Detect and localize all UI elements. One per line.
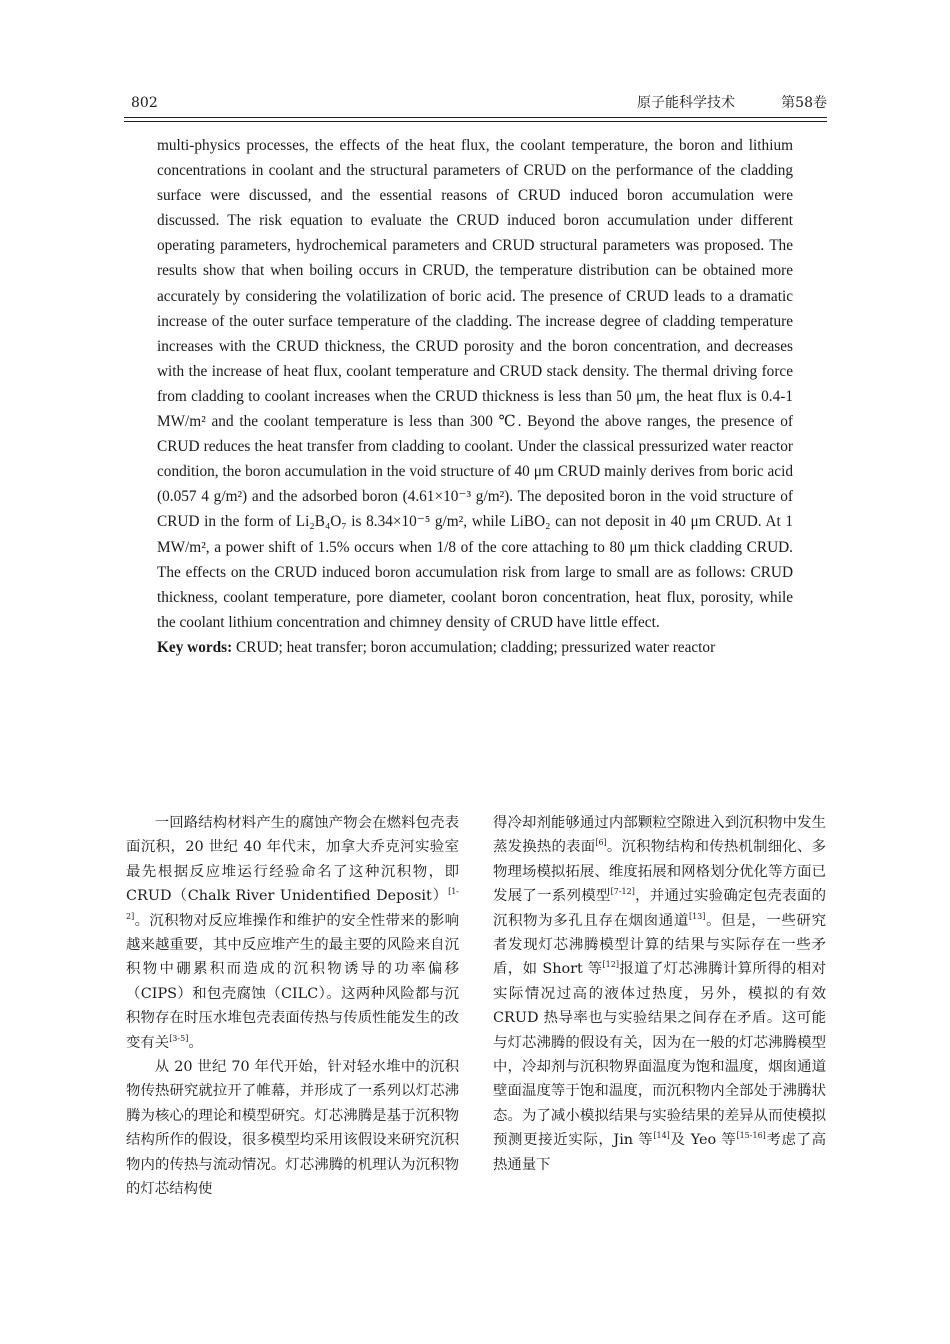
paragraph xyxy=(126,811,459,1055)
body-column-left xyxy=(126,811,459,1202)
header-rule-thick xyxy=(124,117,827,118)
paragraph: 从 20 世纪 70 年代开始，针对轻水堆中的沉积物传热研究就拉开了帷幕，并形成了一系列以灯芯沸腾为核心的理论和模型研究。灯芯沸腾是基于沉积物结构所作的假设，很多模型均采用该假设来研究沉积物内的传热与流动情况。灯芯沸腾的机理认为沉积物的灯芯结构使 xyxy=(126,1059,459,1198)
paragraph-text: 一回路结构材料产生的腐蚀产物会在燃料包壳表面沉积，20 世纪 40 年代末，加拿大乔克河实验室最先根据反应堆运行经验命名了这种沉积物，即 CRUD（Chalk River Unidentified Deposit） xyxy=(126,815,459,905)
page-number: 802 xyxy=(131,95,158,111)
citation[interactable]: [12] xyxy=(602,960,619,970)
keywords-text: CRUD; heat transfer; boron accumulation; cladding; pressurized water reactor xyxy=(236,638,716,656)
paragraph-text: 。沉积物对反应堆操作和维护的安全性带来的影响越来越重要，其中反应堆产生的最主要的风险来自沉积物中硼累积而造成的沉积物诱导的功率偏移（CIPS）和包壳腐蚀（CILC）。这两种风险都与沉积物存在时压水堆包壳表面传热与传质性能发生的改变有关 xyxy=(126,912,459,1051)
citation[interactable]: [14] xyxy=(653,1131,670,1141)
paragraph-text: ，并通过实验确定包壳表面的沉积物为多孔且存在烟囱通道 xyxy=(493,888,826,929)
keywords xyxy=(157,635,793,660)
paragraph-text: 。 xyxy=(188,1034,203,1051)
abstract-body: multi-physics processes, the effects of the heat flux, the coolant temperature, the boron and lithium concentrations in coolant and the structural parameters of CRUD on the performance of the cladding surface were discussed, and the essential reasons of CRUD induced boron accumulation were discussed. The risk equation to evaluate the CRUD induced boron accumulation under different operating parameters, hydrochemical parameters and CRUD structural parameters was proposed. The results show that when boiling occurs in CRUD, the temperature distribution can be obtained more accurately by considering the volatilization of boric acid. The presence of CRUD leads to a dramatic increase of the outer surface temperature of the cladding. The increase degree of cladding temperature increases with the CRUD thickness, the CRUD porosity and the boron concentration, and decreases with the increase of heat flux, coolant temperature and CRUD stack density. The thermal driving force from cladding to coolant increases when the CRUD thickness is less than 50 μm, the heat flux is 0.4-1 MW/m² and the coolant temperature is less than 300 ℃. Beyond the above ranges, the presence of CRUD reduces the heat transfer from cladding to coolant. Under the classical pressurized water reactor condition, the boron accumulation in the void structure of 40 μm CRUD mainly derives from boric acid (0.057 4 g/m²) and the adsorbed boron (4.61×10⁻³ g/m²). The deposited boron in the void structure of CRUD in the form of Li₂B₄O₇ is 8.34×10⁻⁵ g/m², while LiBO₂ can not deposit in 40 μm CRUD. At 1 MW/m², a power shift of 1.5% occurs when 1/8 of the core attaching to 80 μm thick cladding CRUD. The effects on the CRUD induced boron accumulation risk from large to small are as follows: CRUD thickness, coolant temperature, pore diameter, coolant boron concentration, heat flux, porosity, while the coolant lithium concentration and chimney density of CRUD have little effect. xyxy=(157,137,793,631)
body-column-right xyxy=(493,811,826,1177)
citation[interactable]: [13] xyxy=(688,911,706,921)
citation[interactable]: [3-5] xyxy=(169,1033,189,1043)
paragraph-text: 及 Yeo 等 xyxy=(669,1132,737,1149)
paragraph-text: 。但是，一些研究者发现灯芯沸腾模型计算的结果与实际存在一些矛盾，如 Short 等 xyxy=(493,912,826,978)
page-header xyxy=(127,92,827,114)
paragraph-text: 考虑了高热通量下 xyxy=(493,1132,826,1173)
paragraph-text: 得冷却剂能够通过内部颗粒空隙进入到沉积物中发生蒸发换热的表面 xyxy=(493,815,826,856)
english-abstract xyxy=(157,133,793,660)
paragraph-text: 。沉积物结构和传热机制细化、多物理场模拟拓展、维度拓展和网格划分优化等方面已发展了一系列模型 xyxy=(493,839,826,905)
volume-label: 第58卷 xyxy=(781,95,827,111)
citation[interactable]: [15-16] xyxy=(736,1131,766,1141)
header-rule-thin xyxy=(124,121,827,122)
citation[interactable]: [6] xyxy=(595,838,607,848)
citation[interactable]: [7-12] xyxy=(610,887,635,897)
citation[interactable]: [1-2] xyxy=(126,887,459,921)
paragraph xyxy=(493,811,826,1177)
keywords-label: Key words: xyxy=(157,638,233,656)
paragraph-text: 报道了灯芯沸腾计算所得的相对实际情况过高的液体过热度，另外，模拟的有效 CRUD 热导率也与实验结果之间存在矛盾。这可能与灯芯沸腾的假设有关，因为在一般的灯芯沸腾模型中，冷却剂与沉积物界面温度为饱和温度，烟囱通道壁面温度等于饱和温度，而沉积物内全部处于沸腾状态。为了减小模拟结果与实验结果的差异从而使模拟预测更接近实际，Jin 等 xyxy=(493,961,826,1149)
journal-title: 原子能科学技术 xyxy=(637,95,735,111)
